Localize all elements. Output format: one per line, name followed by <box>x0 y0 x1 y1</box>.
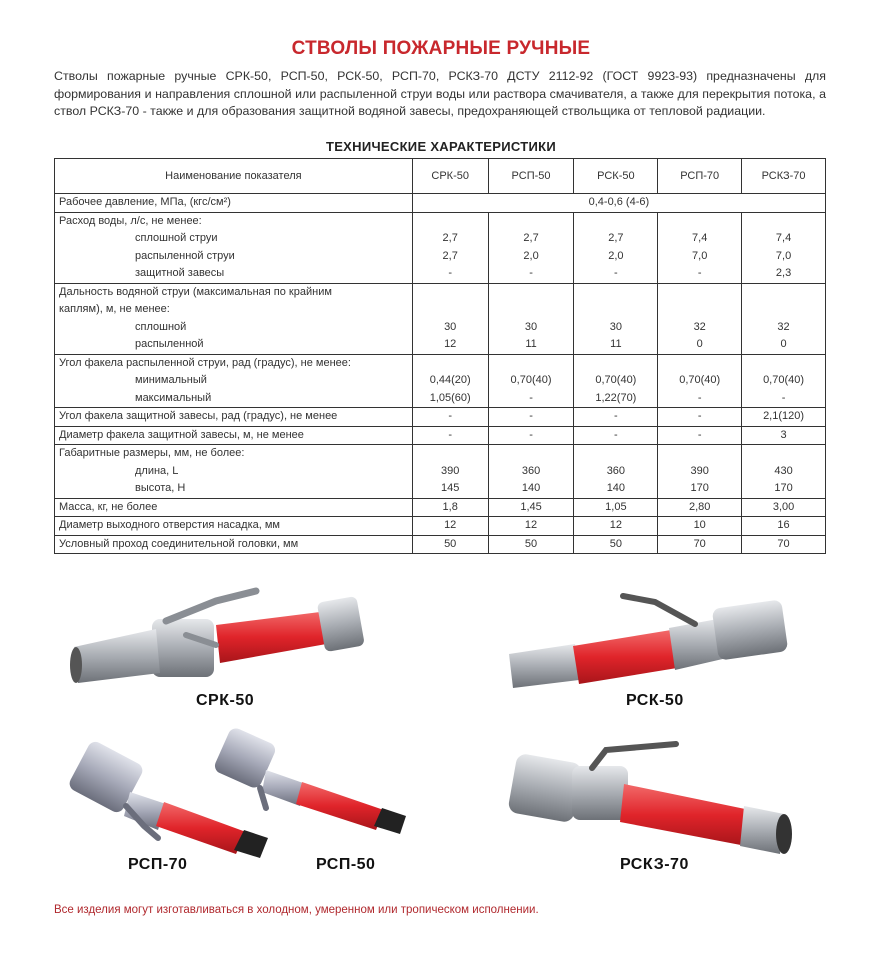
cell-value: 170 <box>690 482 709 494</box>
row-label: Диаметр факела защитной завесы, м, не менее <box>59 428 304 441</box>
page-title: СТВОЛЫ ПОЖАРНЫЕ РУЧНЫЕ <box>291 38 591 59</box>
table-row-pressure <box>55 194 826 213</box>
table-header-row <box>55 159 826 194</box>
cell-value: 2,7 <box>523 232 539 244</box>
caption-rskz70: РСКЗ-70 <box>620 856 689 873</box>
cell-value: 12 <box>524 519 538 531</box>
cell-value: 7,4 <box>775 232 792 244</box>
cell-value: 50 <box>609 537 622 550</box>
cell-value: 0 <box>696 338 703 350</box>
row-label: каплям), м, не менее: <box>59 303 170 315</box>
cell-value: 2,80 <box>688 500 711 513</box>
cell-value: 390 <box>690 464 709 477</box>
row-label: Расход воды, л/с, не менее: <box>59 214 202 227</box>
table-row-passage <box>55 535 826 554</box>
header-model: РСП-50 <box>488 159 574 194</box>
table-row-outlet <box>55 517 826 536</box>
row-label: Рабочее давление, МПа, (кгс/см²) <box>59 196 231 208</box>
cell-value: 140 <box>521 482 541 494</box>
cell-value: - <box>697 267 702 279</box>
cell-value: 50 <box>444 537 457 550</box>
cell-value: 1,05(60) <box>429 391 471 404</box>
cell-value: - <box>614 410 618 422</box>
cell-value: 0 <box>780 338 787 350</box>
rskz70-nozzle-illustration <box>506 740 806 860</box>
cell-value: 11 <box>610 338 622 350</box>
row-label: Диаметр выходного отверстия насадка, мм <box>59 519 280 531</box>
row-label: Угол факела распыленной струи, рад (градус), не менее: <box>59 356 351 369</box>
cell-value: 3,00 <box>772 500 795 513</box>
cell-value: 1,05 <box>605 500 627 513</box>
cell-value: 2,1(120) <box>763 410 805 422</box>
header-model: РСП-70 <box>658 159 742 194</box>
cell-value: 140 <box>606 482 626 494</box>
cell-value: 170 <box>774 482 793 494</box>
row-label: Габаритные размеры, мм, не более: <box>59 447 245 459</box>
cell-value: - <box>529 267 533 279</box>
cell-value: 32 <box>693 320 706 333</box>
row-sublabel: распыленной струи <box>135 249 235 262</box>
caption-rsp70: РСП-70 <box>128 856 188 873</box>
table-row-shield-angle <box>55 408 826 427</box>
table-row-dimensions <box>55 445 826 499</box>
cell-value: 0,70(40) <box>510 374 552 386</box>
row-label: Угол факела защитной завесы, рад (градус), не менее <box>59 410 338 422</box>
cell-value: 390 <box>441 464 460 477</box>
srk50-nozzle-illustration <box>66 585 386 695</box>
table-row-mass <box>55 498 826 517</box>
rsk50-nozzle-illustration <box>505 588 805 698</box>
cell-value: - <box>448 267 453 279</box>
cell-value: 30 <box>444 320 457 333</box>
cell-value: 2,7 <box>442 249 458 262</box>
cell-value: 12 <box>444 519 457 531</box>
specs-table <box>54 158 826 554</box>
header-model: РСК-50 <box>574 159 658 194</box>
caption-rsp50: РСП-50 <box>316 856 376 873</box>
row-label: Условный проход соединительной головки, мм <box>59 537 299 550</box>
cell-value: - <box>614 267 618 279</box>
row-sublabel: сплошной <box>135 320 187 333</box>
cell-value: 3 <box>780 428 787 441</box>
cell-value: 2,7 <box>442 232 458 244</box>
cell-value: 145 <box>441 482 460 494</box>
cell-value: 2,0 <box>523 249 539 262</box>
cell-value: 30 <box>524 320 538 333</box>
cell-value: 12 <box>609 519 622 531</box>
row-sublabel: максимальный <box>135 391 212 404</box>
cell-value: 7,0 <box>692 249 708 262</box>
cell-value: 70 <box>693 537 706 550</box>
caption-srk50: СРК-50 <box>196 692 255 709</box>
cell-value: 0,44(20) <box>429 374 471 386</box>
cell-value: - <box>529 391 533 404</box>
cell-value: 32 <box>777 320 790 333</box>
cell-value: 2,7 <box>608 232 624 244</box>
row-sublabel: защитной завесы <box>135 267 225 279</box>
cell-value: - <box>448 428 453 441</box>
cell-value: - <box>529 428 533 441</box>
cell-value: 360 <box>606 464 626 477</box>
row-sublabel: сплошной струи <box>135 232 218 244</box>
row-sublabel: минимальный <box>135 374 207 386</box>
row-sublabel: высота, H <box>135 482 186 494</box>
cell-value: - <box>781 391 786 404</box>
cell-value: 360 <box>521 464 541 477</box>
row-label: Масса, кг, не более <box>59 500 158 513</box>
table-row-range <box>55 283 826 354</box>
cell-value: 11 <box>525 338 537 350</box>
cell-value: 12 <box>444 338 457 350</box>
row-label: Дальность водяной струи (максимальная по крайним <box>59 285 332 298</box>
header-name: Наименование показателя <box>55 159 413 194</box>
header-model: РСКЗ-70 <box>742 159 826 194</box>
cell-value: 2,0 <box>608 249 624 262</box>
cell-value: 1,8 <box>442 500 458 513</box>
cell-value: 0,70(40) <box>763 374 805 386</box>
cell-value: - <box>448 410 453 422</box>
cell-value: - <box>697 391 702 404</box>
cell-value: 10 <box>693 519 706 531</box>
cell-value: 7,0 <box>775 249 792 262</box>
header-model: СРК-50 <box>412 159 488 194</box>
rsp50-nozzle-illustration <box>206 730 416 830</box>
intro-paragraph: Стволы пожарные ручные СРК-50, РСП-50, РСК-50, РСП-70, РСКЗ-70 ДСТУ 2112-92 (ГОСТ 9923-93) предназначены для формирования и направления сплошной или распыленной струи воды или раствора смачивателя, а также для перекрытия потока, а ствол РСКЗ-70 - также и для образования защитной водяной завесы, предохраняющей ствольщика от тепловой радиации. <box>54 69 826 118</box>
cell-value: 16 <box>777 519 790 531</box>
table-row-shield-diameter <box>55 426 826 445</box>
cell-value: 430 <box>774 464 793 477</box>
cell-value: 50 <box>524 537 538 550</box>
footnote: Все изделия могут изготавливаться в холодном, умеренном или тропическом исполнении. <box>54 904 539 916</box>
cell-value: 70 <box>777 537 790 550</box>
cell-value: - <box>697 410 702 422</box>
table-row-angle <box>55 354 826 408</box>
cell-value: 7,4 <box>692 232 708 244</box>
cell-value: 0,70(40) <box>595 374 637 386</box>
row-sublabel: распыленной <box>135 338 204 350</box>
table-title: ТЕХНИЧЕСКИЕ ХАРАКТЕРИСТИКИ <box>325 139 557 154</box>
cell-value: 1,22(70) <box>595 391 637 404</box>
cell-value: - <box>697 428 702 441</box>
cell-value: - <box>614 428 618 441</box>
cell-value: 1,45 <box>520 500 542 513</box>
table-row-flow <box>55 212 826 283</box>
caption-rsk50: РСК-50 <box>626 692 684 709</box>
cell-value: 2,3 <box>775 267 792 279</box>
row-sublabel: длина, L <box>135 464 179 477</box>
cell-value: 0,70(40) <box>679 374 721 386</box>
cell-value: - <box>529 410 533 422</box>
cell-value: 30 <box>609 320 622 333</box>
row-value: 0,4-0,6 (4-6) <box>588 196 650 208</box>
